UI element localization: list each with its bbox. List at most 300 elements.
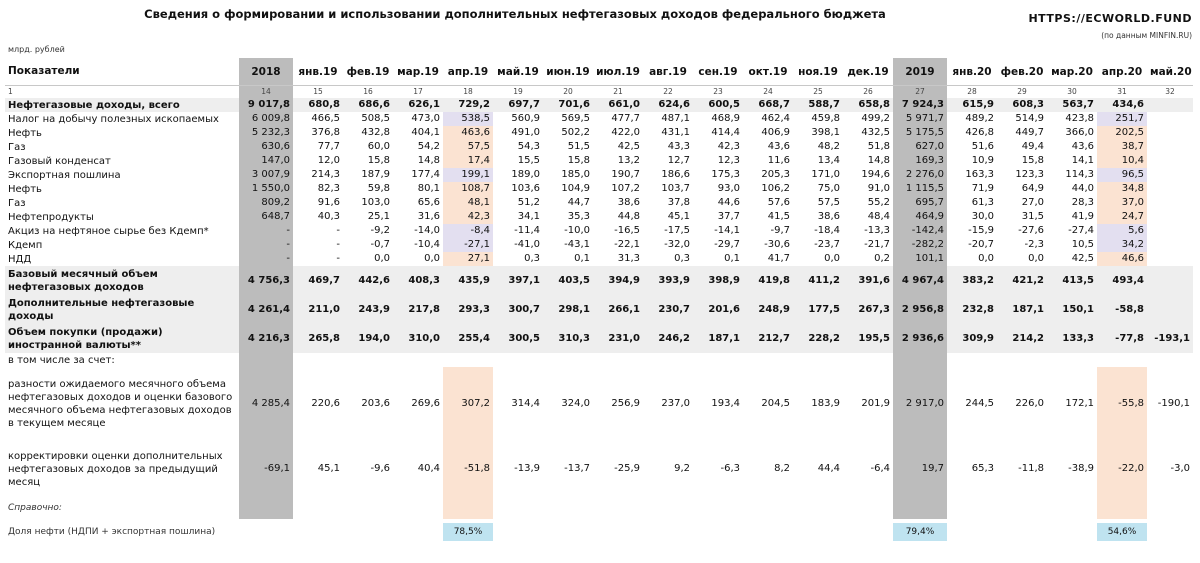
- table-cell: 1 115,5: [893, 182, 947, 196]
- table-cell: 96,5: [1097, 168, 1147, 182]
- table-cell: 4 261,4: [239, 295, 293, 324]
- table-cell: 44,0: [1071, 183, 1094, 194]
- table-cell: [1097, 353, 1147, 367]
- share-cell: [743, 523, 793, 541]
- share-cell: [793, 523, 843, 541]
- table-cell: 0,3: [524, 253, 540, 264]
- table-cell: 203,6: [361, 398, 390, 409]
- table-row: [5, 224, 1193, 238]
- table-cell: 34,8: [1097, 182, 1147, 196]
- column-number: 19: [513, 87, 523, 96]
- table-row: [5, 266, 1193, 295]
- column-header: мар.19: [393, 58, 443, 86]
- table-row: [5, 98, 1193, 112]
- table-cell: 630,6: [239, 140, 293, 154]
- table-cell: 314,4: [511, 398, 540, 409]
- table-cell: 419,8: [743, 266, 793, 295]
- table-cell: 46,6: [1097, 252, 1147, 266]
- source-note: (по данным MINFIN.RU): [1101, 31, 1192, 40]
- table-cell: 38,6: [817, 211, 840, 222]
- table-row: [5, 252, 1193, 266]
- table-cell: 4 216,3: [239, 324, 293, 353]
- column-header: апр.20: [1097, 58, 1147, 86]
- table-cell: [1147, 266, 1193, 295]
- column-number: 28: [967, 87, 977, 96]
- table-cell: 293,3: [443, 295, 493, 324]
- table-cell: [239, 353, 293, 367]
- table-cell: 4 285,4: [239, 367, 293, 441]
- table-cell: 615,9: [947, 98, 997, 112]
- table-cell: -32,0: [664, 239, 690, 250]
- table-cell: 310,3: [543, 324, 593, 353]
- table-cell: 5 971,7: [893, 112, 947, 126]
- table-cell: 45,1: [317, 463, 340, 474]
- table-cell: [1147, 353, 1193, 367]
- row-label: разности ожидаемого месячного объема нефтегазовых доходов и оценки базового месячного объема нефтегазовых доходов в текущем месяце: [8, 379, 233, 429]
- table-cell: 8,2: [774, 463, 790, 474]
- table-cell: 57,5: [817, 197, 840, 208]
- table-cell: 187,1: [693, 324, 743, 353]
- table-cell: 175,3: [711, 169, 740, 180]
- table-cell: -41,0: [514, 239, 540, 250]
- column-number: 27: [893, 86, 947, 99]
- column-header: июл.19: [593, 58, 643, 86]
- table-cell: -16,5: [614, 225, 640, 236]
- table-cell: 103,0: [361, 197, 390, 208]
- table-cell: 186,6: [661, 169, 690, 180]
- row-label: Акциз на нефтяное сырье без Кдемп*: [8, 225, 209, 237]
- table-cell: 190,7: [611, 169, 640, 180]
- empty-cell: [493, 497, 543, 519]
- table-cell: -29,7: [714, 239, 740, 250]
- table-cell: 201,9: [861, 398, 890, 409]
- table-cell: [1147, 224, 1193, 238]
- table-cell: -25,9: [614, 463, 640, 474]
- table-cell: 431,1: [661, 127, 690, 138]
- table-cell: 680,8: [293, 98, 343, 112]
- table-cell: 194,0: [343, 324, 393, 353]
- table-cell: 695,7: [893, 196, 947, 210]
- table-cell: 220,6: [311, 398, 340, 409]
- table-cell: 10,9: [971, 155, 994, 166]
- table-cell: 107,2: [611, 183, 640, 194]
- table-cell: 10,4: [1097, 154, 1147, 168]
- column-number: 14: [239, 86, 293, 99]
- share-cell: 78,5%: [443, 523, 493, 541]
- table-cell: -: [239, 238, 293, 252]
- table-cell: [543, 353, 593, 367]
- column-header: июн.19: [543, 58, 593, 86]
- row-label: Налог на добычу полезных ископаемых: [8, 113, 219, 125]
- table-cell: 169,3: [893, 154, 947, 168]
- table-cell: -13,3: [864, 225, 890, 236]
- table-cell: 502,2: [561, 127, 590, 138]
- table-cell: 44,8: [617, 211, 640, 222]
- table-cell: 228,2: [793, 324, 843, 353]
- table-cell: 0,1: [724, 253, 740, 264]
- table-cell: 310,0: [393, 324, 443, 353]
- table-cell: 514,9: [1015, 113, 1044, 124]
- empty-cell: [393, 497, 443, 519]
- share-cell: [947, 523, 997, 541]
- table-cell: [947, 353, 997, 367]
- table-cell: -6,4: [870, 463, 890, 474]
- table-cell: 217,8: [393, 295, 443, 324]
- table-cell: -10,0: [564, 225, 590, 236]
- table-cell: -27,1: [443, 238, 493, 252]
- table-cell: 462,4: [761, 113, 790, 124]
- column-header: мар.20: [1047, 58, 1097, 86]
- table-cell: 27,0: [1021, 197, 1044, 208]
- empty-cell: [743, 497, 793, 519]
- table-cell: 397,1: [493, 266, 543, 295]
- table-cell: 194,6: [861, 169, 890, 180]
- row-label: Нефть: [8, 127, 42, 139]
- share-cell: [293, 523, 343, 541]
- table-cell: 2 956,8: [893, 295, 947, 324]
- table-cell: 414,4: [711, 127, 740, 138]
- column-number: 24: [763, 87, 773, 96]
- table-cell: 55,2: [867, 197, 890, 208]
- table-cell: 15,8: [567, 155, 590, 166]
- table-cell: 10,5: [1071, 239, 1094, 250]
- table-cell: 123,3: [1015, 169, 1044, 180]
- share-cell: [543, 523, 593, 541]
- table-cell: -10,4: [414, 239, 440, 250]
- table-cell: 14,1: [1071, 155, 1094, 166]
- table-cell: -51,8: [443, 441, 493, 497]
- table-cell: -2,3: [1024, 239, 1044, 250]
- column-number: 32: [1165, 87, 1175, 96]
- table-cell: -55,8: [1097, 367, 1147, 441]
- table-cell: 491,0: [511, 127, 540, 138]
- share-cell: 54,6%: [1097, 523, 1147, 541]
- table-cell: [1147, 182, 1193, 196]
- table-cell: 49,4: [1021, 141, 1044, 152]
- table-cell: 93,0: [717, 183, 740, 194]
- column-number: 16: [363, 87, 373, 96]
- table-cell: 5 175,5: [893, 126, 947, 140]
- table-cell: 697,7: [493, 98, 543, 112]
- table-cell: 426,8: [965, 127, 994, 138]
- table-cell: 376,8: [311, 127, 340, 138]
- table-cell: 383,2: [947, 266, 997, 295]
- table-cell: [1147, 168, 1193, 182]
- table-cell: 434,6: [1097, 98, 1147, 112]
- table-cell: [743, 353, 793, 367]
- table-cell: 171,0: [811, 169, 840, 180]
- table-cell: 626,1: [393, 98, 443, 112]
- table-cell: -190,1: [1157, 398, 1190, 409]
- table-cell: 661,0: [593, 98, 643, 112]
- table-cell: [1147, 295, 1193, 324]
- empty-cell: [643, 497, 693, 519]
- table-cell: [643, 353, 693, 367]
- table-cell: 404,1: [411, 127, 440, 138]
- table-cell: [1047, 353, 1097, 367]
- share-row: [5, 523, 1193, 541]
- table-cell: 45,1: [667, 211, 690, 222]
- table-cell: 243,9: [343, 295, 393, 324]
- empty-cell: [293, 497, 343, 519]
- table-cell: 42,5: [617, 141, 640, 152]
- empty-cell: [693, 497, 743, 519]
- table-cell: 469,7: [293, 266, 343, 295]
- table-cell: 267,3: [843, 295, 893, 324]
- column-header: янв.20: [947, 58, 997, 86]
- table-cell: 57,6: [767, 197, 790, 208]
- table-cell: -9,7: [770, 225, 790, 236]
- table-cell: 103,6: [511, 183, 540, 194]
- table-cell: 394,9: [593, 266, 643, 295]
- table-cell: 34,1: [517, 211, 540, 222]
- table-cell: 0,2: [874, 253, 890, 264]
- share-label: Доля нефти (НДПИ + экспортная пошлина): [8, 526, 216, 537]
- table-cell: 91,6: [317, 197, 340, 208]
- empty-cell: [997, 497, 1047, 519]
- column-header: дек.19: [843, 58, 893, 86]
- table-cell: 25,1: [367, 211, 390, 222]
- row-label: Базовый месячный объем нефтегазовых доходов: [5, 266, 239, 295]
- table-cell: -: [336, 239, 340, 250]
- table-cell: 391,6: [843, 266, 893, 295]
- table-cell: 0,0: [978, 253, 994, 264]
- table-cell: 34,2: [1097, 238, 1147, 252]
- table-cell: 432,5: [861, 127, 890, 138]
- table-cell: 43,6: [767, 141, 790, 152]
- table-cell: 82,3: [317, 183, 340, 194]
- table-cell: -15,9: [968, 225, 994, 236]
- empty-cell: [593, 497, 643, 519]
- table-cell: 40,3: [317, 211, 340, 222]
- empty-cell: [543, 497, 593, 519]
- table-cell: 19,7: [893, 441, 947, 497]
- table-cell: -21,7: [864, 239, 890, 250]
- table-row: [5, 238, 1193, 252]
- table-cell: -13,9: [514, 463, 540, 474]
- table-cell: 403,5: [543, 266, 593, 295]
- table-cell: 43,6: [1071, 141, 1094, 152]
- row-label: Кдемп: [8, 239, 43, 251]
- table-cell: 563,7: [1047, 98, 1097, 112]
- column-header: 2018: [239, 58, 293, 86]
- table-cell: 265,8: [293, 324, 343, 353]
- table-cell: 413,5: [1047, 266, 1097, 295]
- table-cell: [1147, 210, 1193, 224]
- table-cell: 244,5: [965, 398, 994, 409]
- table-cell: -23,7: [814, 239, 840, 250]
- share-cell: [693, 523, 743, 541]
- table-cell: 54,3: [517, 141, 540, 152]
- row-label: в том числе за счет:: [8, 354, 115, 366]
- table-cell: 435,9: [443, 266, 493, 295]
- table-cell: 204,5: [761, 398, 790, 409]
- share-cell: [593, 523, 643, 541]
- table-row: [5, 140, 1193, 154]
- table-cell: 195,5: [843, 324, 893, 353]
- table-cell: 648,7: [239, 210, 293, 224]
- table-cell: 28,3: [1071, 197, 1094, 208]
- table-cell: -13,7: [564, 463, 590, 474]
- table-cell: 232,8: [947, 295, 997, 324]
- table-cell: 12,0: [317, 155, 340, 166]
- table-cell: -9,6: [370, 463, 390, 474]
- empty-cell: [1097, 497, 1147, 519]
- table-cell: [343, 353, 393, 367]
- table-row: [5, 295, 1193, 324]
- table-cell: 0,0: [1028, 253, 1044, 264]
- table-cell: -3,0: [1170, 463, 1190, 474]
- table-cell: 106,2: [761, 183, 790, 194]
- table-cell: [1147, 196, 1193, 210]
- table-cell: 59,8: [367, 183, 390, 194]
- row-label: Газ: [8, 197, 26, 209]
- table-cell: 408,3: [393, 266, 443, 295]
- table-cell: -14,1: [714, 225, 740, 236]
- table-cell: 624,6: [643, 98, 693, 112]
- table-row: [5, 182, 1193, 196]
- table-cell: 51,2: [517, 197, 540, 208]
- table-cell: 51,6: [971, 141, 994, 152]
- column-header: май.20: [1147, 58, 1193, 86]
- table-cell: [1147, 98, 1193, 112]
- row-label: Нефтепродукты: [8, 211, 94, 223]
- table-cell: 133,3: [1047, 324, 1097, 353]
- table-cell: 4 967,4: [893, 266, 947, 295]
- share-cell: [393, 523, 443, 541]
- table-cell: 24,7: [1097, 210, 1147, 224]
- table-cell: [593, 353, 643, 367]
- table-cell: 40,4: [417, 463, 440, 474]
- column-header: апр.19: [443, 58, 493, 86]
- row-label: Объем покупки (продажи) иностранной валюты**: [5, 324, 239, 353]
- table-cell: 212,7: [743, 324, 793, 353]
- column-number-row: [5, 86, 1193, 99]
- share-cell: 79,4%: [893, 523, 947, 541]
- table-cell: 600,5: [693, 98, 743, 112]
- table-cell: [893, 353, 947, 367]
- table-cell: 37,0: [1097, 196, 1147, 210]
- table-cell: -17,5: [664, 225, 690, 236]
- table-cell: 103,7: [661, 183, 690, 194]
- table-cell: [1147, 154, 1193, 168]
- table-cell: -282,2: [893, 238, 947, 252]
- table-cell: 809,2: [239, 196, 293, 210]
- table-cell: 366,0: [1065, 127, 1094, 138]
- empty-cell: [443, 497, 493, 519]
- table-cell: 398,1: [811, 127, 840, 138]
- header-row: [5, 58, 1193, 86]
- column-header: ноя.19: [793, 58, 843, 86]
- table-cell: 423,8: [1065, 113, 1094, 124]
- table-cell: 42,3: [443, 210, 493, 224]
- table-cell: 108,7: [443, 182, 493, 196]
- table-cell: 421,2: [997, 266, 1047, 295]
- table-cell: 42,5: [1071, 253, 1094, 264]
- table-cell: 43,3: [667, 141, 690, 152]
- table-cell: [493, 353, 543, 367]
- table-cell: 12,7: [667, 155, 690, 166]
- table-cell: 54,2: [417, 141, 440, 152]
- table-cell: 214,3: [311, 169, 340, 180]
- table-cell: 493,4: [1097, 266, 1147, 295]
- table-cell: 464,9: [893, 210, 947, 224]
- column-number: 29: [1017, 87, 1027, 96]
- units-label: млрд. рублей: [8, 45, 65, 54]
- table-cell: -43,1: [564, 239, 590, 250]
- table-cell: 466,5: [311, 113, 340, 124]
- table-cell: 13,2: [617, 155, 640, 166]
- table-row: [5, 154, 1193, 168]
- table-cell: 588,7: [793, 98, 843, 112]
- table-cell: 12,3: [717, 155, 740, 166]
- empty-cell: [1047, 497, 1097, 519]
- table-cell: 406,9: [761, 127, 790, 138]
- column-number: 23: [713, 87, 723, 96]
- row-label: Нефть: [8, 183, 42, 195]
- table-cell: 1 550,0: [239, 182, 293, 196]
- column-header: сен.19: [693, 58, 743, 86]
- table-cell: 185,0: [561, 169, 590, 180]
- table-cell: -18,4: [814, 225, 840, 236]
- share-cell: [493, 523, 543, 541]
- table-cell: [843, 353, 893, 367]
- table-row: [5, 210, 1193, 224]
- site-url[interactable]: HTTPS://ECWORLD.FUND: [1028, 12, 1192, 25]
- table-cell: -14,0: [414, 225, 440, 236]
- table-cell: 71,9: [971, 183, 994, 194]
- row-label: Газ: [8, 141, 26, 153]
- table-cell: 31,6: [417, 211, 440, 222]
- table-cell: -30,6: [764, 239, 790, 250]
- table-cell: 5 232,3: [239, 126, 293, 140]
- table-cell: -22,1: [614, 239, 640, 250]
- budget-table: [5, 58, 1193, 541]
- table-cell: 2 917,0: [893, 367, 947, 441]
- empty-cell: [893, 497, 947, 519]
- table-cell: 31,5: [1021, 211, 1044, 222]
- column-header: авг.19: [643, 58, 693, 86]
- table-cell: [1147, 126, 1193, 140]
- table-cell: 300,7: [493, 295, 543, 324]
- table-cell: 75,0: [817, 183, 840, 194]
- table-cell: 65,3: [971, 463, 994, 474]
- table-cell: 9,2: [674, 463, 690, 474]
- table-cell: 473,0: [411, 113, 440, 124]
- table-cell: 422,0: [611, 127, 640, 138]
- table-cell: [1147, 140, 1193, 154]
- table-cell: 237,0: [661, 398, 690, 409]
- table-cell: 508,5: [361, 113, 390, 124]
- table-cell: 463,6: [443, 126, 493, 140]
- column-number: 18: [463, 87, 473, 96]
- table-cell: 37,8: [667, 197, 690, 208]
- table-cell: 255,4: [443, 324, 493, 353]
- table-cell: -20,7: [968, 239, 994, 250]
- table-cell: 14,8: [417, 155, 440, 166]
- table-cell: 201,6: [693, 295, 743, 324]
- table-cell: 80,1: [417, 183, 440, 194]
- table-cell: 41,5: [767, 211, 790, 222]
- table-cell: 214,2: [997, 324, 1047, 353]
- table-cell: [693, 353, 743, 367]
- table-cell: 248,9: [743, 295, 793, 324]
- table-cell: 0,0: [424, 253, 440, 264]
- table-cell: -11,8: [1018, 463, 1044, 474]
- table-cell: -69,1: [239, 441, 293, 497]
- table-cell: -27,6: [1018, 225, 1044, 236]
- table-cell: [393, 353, 443, 367]
